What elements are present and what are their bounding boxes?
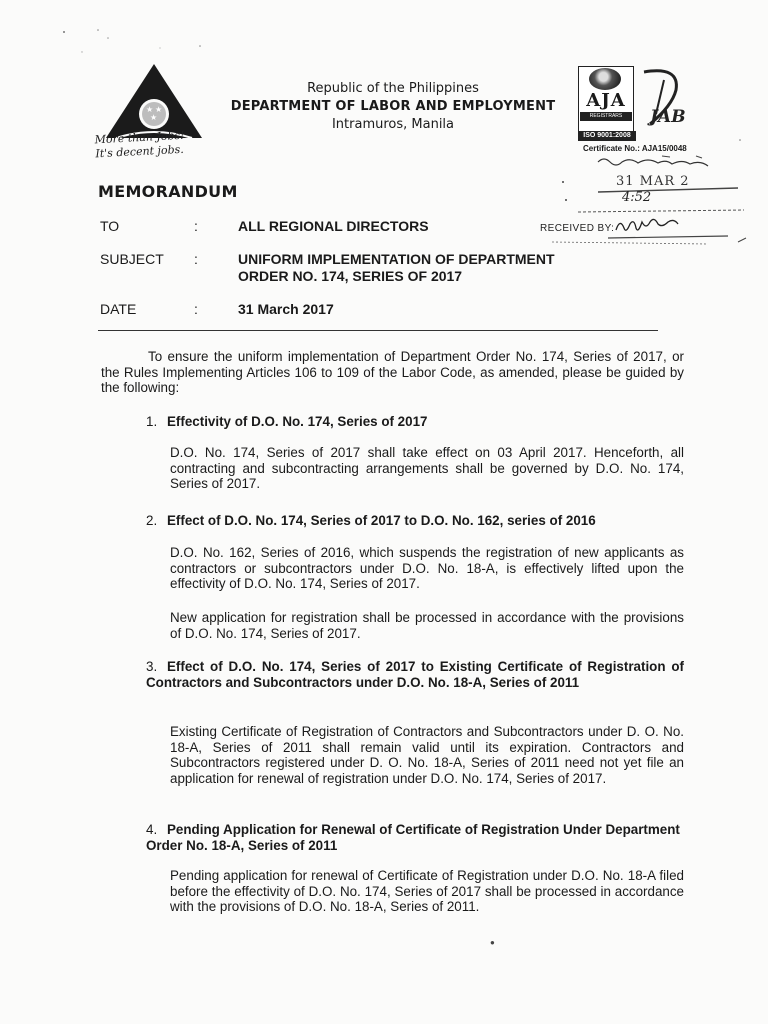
jab-accreditation-mark	[636, 66, 694, 132]
date-value: 31 March 2017	[238, 301, 334, 317]
svg-text:★: ★	[150, 113, 158, 122]
section-2-heading	[146, 513, 686, 529]
letterhead	[208, 80, 578, 134]
date-label: DATE	[100, 301, 137, 317]
aja-label: AJA	[586, 90, 626, 111]
department-location: Intramuros, Manila	[331, 117, 455, 132]
section-1-heading	[146, 414, 686, 430]
subject-line-2: ORDER NO. 174, SERIES OF 2017	[238, 268, 463, 284]
memo-title: MEMORANDUM	[98, 182, 238, 201]
svg-text:★: ★	[146, 105, 154, 114]
stamp-date: 31 MAR 2	[616, 174, 690, 189]
section-3-heading	[146, 659, 684, 691]
subject-label: SUBJECT	[100, 251, 164, 267]
subject-value	[238, 251, 555, 285]
globe-icon	[589, 68, 621, 90]
date-colon: :	[194, 301, 198, 317]
section-3-paragraph: Existing Certificate of Registration of Contractors and Subcontractors under D. O. No. 18-A, Series of 2011 shall remain valid until its expiration. Contractors and Subcontractors registered under D. O. No. 18-A, Series of 2011 need not yet file an application for renewal of registration under D.O. No. 174, Series of 2017.	[170, 724, 684, 787]
aja-registrars-label: REGISTRARS	[580, 112, 632, 121]
handwritten-note	[596, 154, 722, 168]
section-3-number: 3.	[146, 659, 158, 674]
section-3-title: Effect of D.O. No. 174, Series of 2017 to Existing Certificate of Registration of Contractors and Subcontractors under D.O. No. 18-A, Series of 2011	[146, 659, 684, 690]
intro-paragraph: To ensure the uniform implementation of Department Order No. 174, Series of 2017, or the Rules Implementing Articles 106 to 109 of the Labor Code, as amended, please be guided by the following:	[101, 349, 684, 396]
to-colon: :	[194, 218, 198, 234]
received-by-signature	[612, 216, 692, 236]
section-4-paragraph: Pending application for renewal of Certificate of Registration under D.O. No. 18-A filed before the effectivity of D.O. No. 174, Series of 2017 shall be processed in accordance with the provisions of D.O. No. 18-A, Series of 2011.	[170, 868, 684, 915]
section-1-number: 1.	[146, 414, 158, 429]
subject-colon: :	[194, 251, 198, 267]
section-1-paragraph: D.O. No. 174, Series of 2017 shall take effect on 03 April 2017. Henceforth, all contracting and subcontracting arrangements shall be governed by D.O. No. 174, Series of 2017.	[170, 445, 684, 492]
scan-dot: ●	[490, 938, 495, 947]
section-4-number: 4.	[146, 822, 158, 837]
svg-text:★: ★	[155, 105, 163, 114]
to-label: TO	[100, 218, 120, 234]
motto-line-2: It's decent jobs.	[95, 142, 185, 161]
header-divider	[98, 330, 658, 331]
section-4-heading	[146, 822, 686, 854]
section-2-paragraph-2: New application for registration shall be processed in accordance with the provisions of D.O. No. 174, Series of 2017.	[170, 610, 684, 641]
iso-label: ISO 9001:2008	[578, 131, 636, 141]
subject-line-1: UNIFORM IMPLEMENTATION OF DEPARTMENT	[238, 251, 555, 267]
jab-label: JAB	[650, 107, 686, 127]
department-name: DEPARTMENT OF LABOR AND EMPLOYMENT	[230, 99, 556, 114]
section-2-number: 2.	[146, 513, 158, 528]
certificate-number: Certificate No.: AJA15/0048	[583, 144, 687, 153]
republic-line: Republic of the Philippines	[307, 81, 479, 96]
motto-line-1: More than Jobs!	[94, 128, 185, 147]
stamp-time: 4:52	[622, 190, 652, 205]
section-2-title: Effect of D.O. No. 174, Series of 2017 to D.O. No. 162, series of 2016	[167, 513, 596, 528]
section-1-title: Effectivity of D.O. No. 174, Series of 2017	[167, 414, 428, 429]
to-value: ALL REGIONAL DIRECTORS	[238, 218, 429, 234]
section-4-title: Pending Application for Renewal of Certificate of Registration Under Department Order No. 18-A, Series of 2011	[146, 822, 680, 853]
section-2-paragraph-1: D.O. No. 162, Series of 2016, which suspends the registration of new applicants as contractors or subcontractors under D.O. No. 18-A, is effectively lifted upon the effectivity of D.O. No. 174, Series of 2017.	[170, 545, 684, 592]
stamp-received-by-label: RECEIVED BY:	[540, 223, 615, 234]
